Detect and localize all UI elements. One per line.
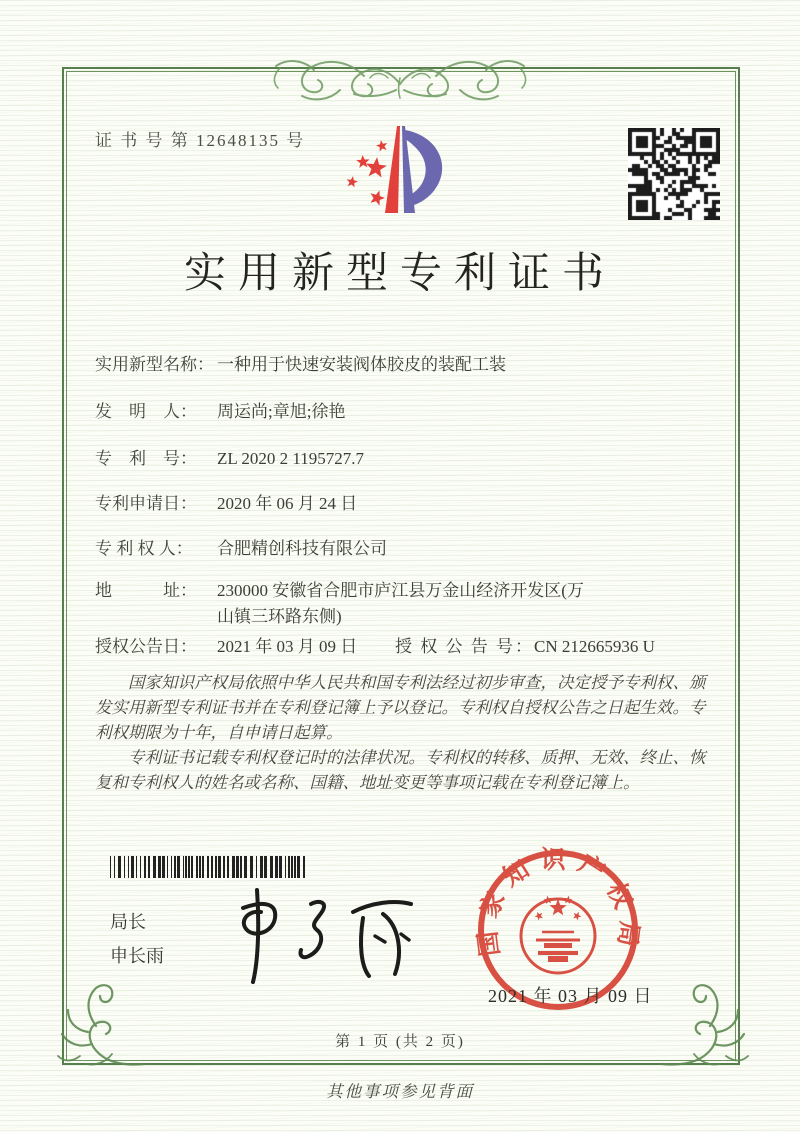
field-row-inventors: [95, 399, 713, 425]
legal-paragraph-2: 专利证书记载专利权登记时的法律状况。专利权的转移、质押、无效、终止、恢复和专利权人的姓名或名称、国籍、地址变更等事项记载在专利登记簿上。: [95, 748, 706, 792]
field-label: 专 利 权 人：: [95, 539, 193, 558]
field-value: 一种用于快速安装阀体胶皮的装配工装: [217, 355, 506, 374]
field-row-name: [95, 352, 713, 378]
field-row-grant-date: [95, 634, 713, 660]
field-label: 实用新型名称：: [95, 355, 214, 374]
field-row-address: [95, 578, 595, 630]
field-label: 专 利 号：: [95, 449, 197, 468]
field-row-patent-number: [95, 446, 713, 472]
certificate-title: 实用新型专利证书: [183, 251, 616, 297]
logo-stars: [347, 140, 388, 206]
seal-national-emblem: [521, 896, 595, 973]
field-label: 授权公告日：: [95, 637, 197, 656]
field-value: 2021 年 03 月 09 日: [217, 637, 358, 656]
certificate-number: 证 书 号 第 12648135 号: [95, 131, 306, 150]
grant-pub-number-value: CN 212665936 U: [534, 637, 655, 656]
grant-pub-number-label: 授 权 公 告 号：: [395, 637, 534, 656]
cnipa-logo-icon: [330, 112, 470, 242]
field-label: 专利申请日：: [95, 494, 197, 513]
top-border-ornament: [268, 38, 532, 110]
seal-text: 国家知识产权局: [473, 846, 643, 958]
field-value: 2020 年 06 月 24 日: [217, 494, 358, 513]
page-number: 第 1 页 (共 2 页): [335, 1034, 465, 1050]
field-value: ZL 2020 2 1195727.7: [217, 449, 365, 468]
barcode: [110, 856, 310, 878]
director-name: 申长雨: [110, 946, 164, 966]
field-value: 周运尚;章旭;徐艳: [217, 402, 346, 421]
back-side-note: 其他事项参见背面: [326, 1082, 474, 1101]
director-signature-icon: [215, 878, 425, 993]
field-value: 230000 安徽省合肥市庐江县万金山经济开发区(万山镇三环路东侧): [217, 581, 584, 626]
director-role: 局长: [110, 912, 146, 932]
field-label: 地 址：: [95, 581, 197, 600]
legal-paragraph-1: 国家知识产权局依照中华人民共和国专利法经过初步审查，决定授予专利权、颁发实用新型专利证书并在专利登记簿上予以登记。专利权自授权公告之日起生效。专利权期限为十年，自申请日起算。: [95, 673, 706, 742]
field-row-filing-date: [95, 491, 713, 517]
legal-text: [95, 670, 711, 795]
seal-date: 2021 年 03 月 09 日: [488, 986, 653, 1006]
field-row-patentee: [95, 536, 713, 562]
director-block: [110, 905, 164, 973]
field-label: 发 明 人：: [95, 402, 197, 421]
qr-code: [628, 128, 720, 220]
field-value: 合肥精创科技有限公司: [217, 539, 387, 558]
